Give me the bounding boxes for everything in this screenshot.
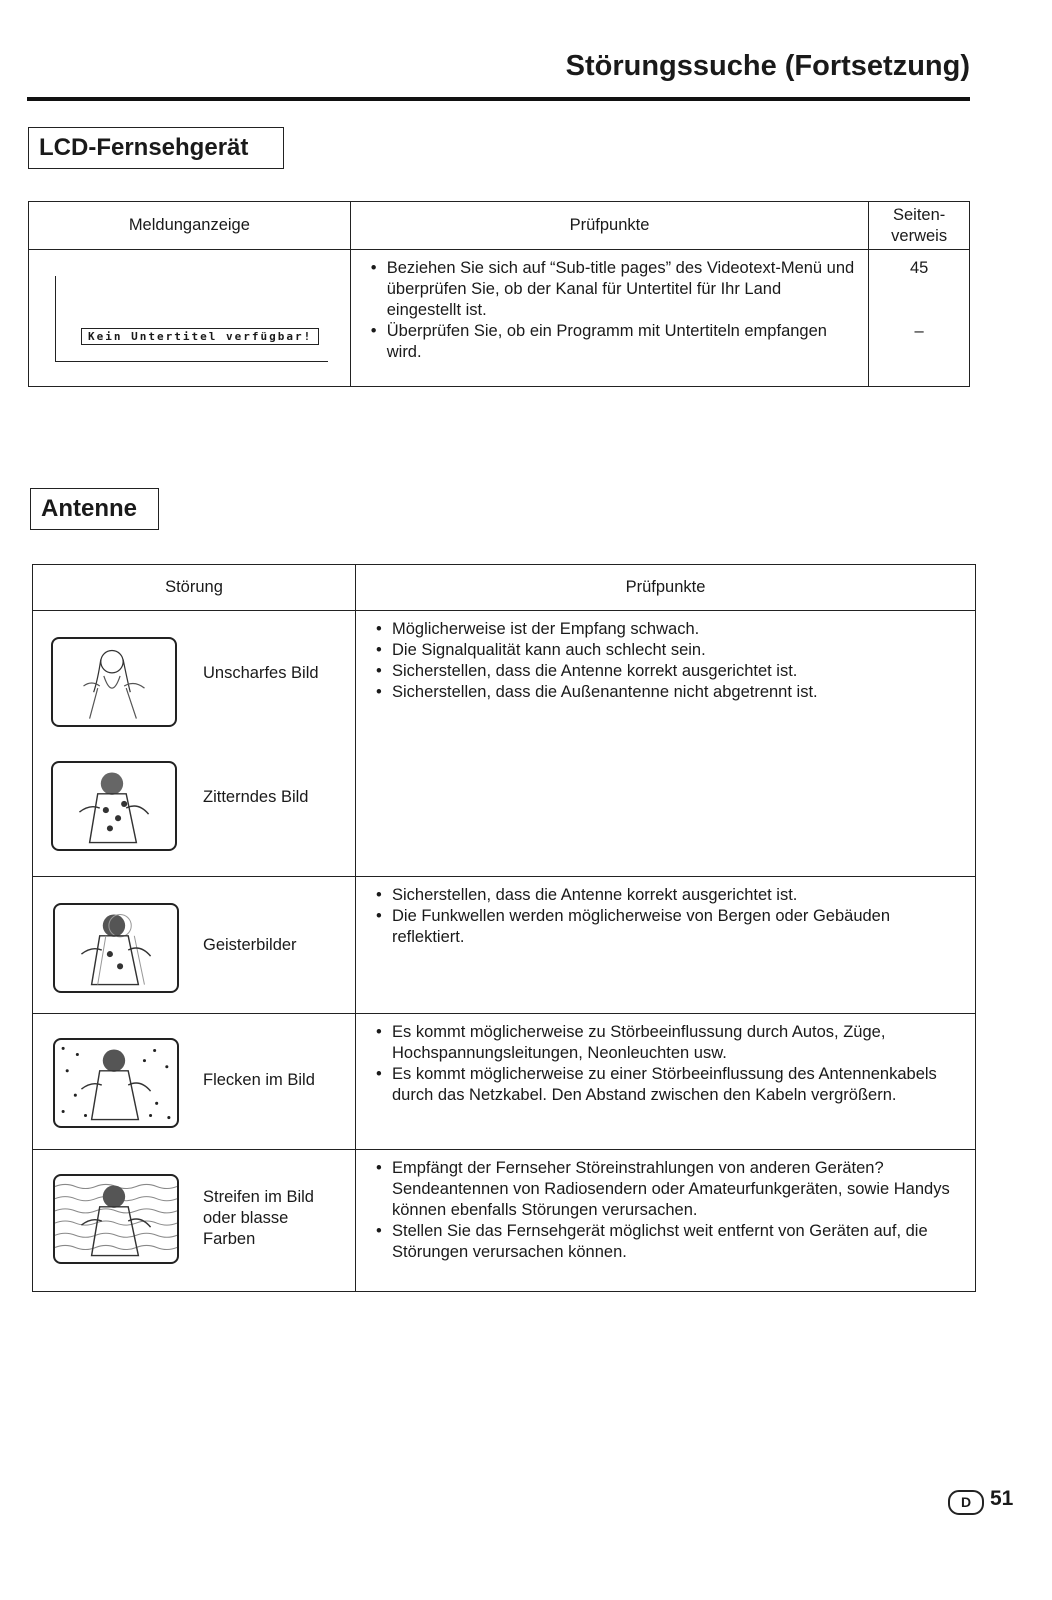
table-row xyxy=(33,1150,976,1292)
fault-label: Unscharfes Bild xyxy=(203,664,319,682)
check-item: • Stellen Sie das Fernsehgerät möglichst weit entfernt von Geräten auf, die Störungen verursachen können. xyxy=(392,1221,965,1263)
lcd-col-page-line1: Seiten- xyxy=(892,205,946,224)
language-badge xyxy=(948,1490,984,1515)
lcd-message-cell xyxy=(29,250,351,387)
lcd-col-page xyxy=(869,202,970,250)
lcd-col-message: Meldunganzeige xyxy=(29,202,351,250)
check-item: • Es kommt möglicherweise zu Störbeeinflussung durch Autos, Züge, Hochspannungsleitungen, Neonleuchten usw. xyxy=(392,1022,965,1064)
tv-spots-icon xyxy=(53,1038,179,1128)
lcd-section-heading: LCD-Fernsehgerät xyxy=(28,127,284,169)
checks-cell xyxy=(356,877,976,1014)
tv-blurry-picture-icon xyxy=(51,637,177,727)
checks-cell xyxy=(356,1014,976,1150)
check-item: • Es kommt möglicherweise zu einer Störbeeinflussung des Antennenkabels durch das Netzkabel. Den Abstand zwischen den Kabeln vergrößern. xyxy=(392,1064,965,1106)
fault-label: Zitterndes Bild xyxy=(203,788,309,806)
lcd-check-item: • Beziehen Sie sich auf “Sub-title pages” des Videotext-Menü und überprüfen Sie, ob der Kanal für Untertitel für Ihr Land eingestellt ist. xyxy=(387,258,859,321)
fault-label: Streifen im Bild oder blasse Farben xyxy=(203,1188,314,1248)
lcd-col-checks: Prüfpunkte xyxy=(350,202,869,250)
antenna-table xyxy=(32,564,976,1292)
lcd-pages-cell xyxy=(869,250,970,387)
page-number: 51 xyxy=(990,1487,1014,1510)
fault-cell xyxy=(33,1150,356,1292)
tv-stripes-icon xyxy=(53,1174,179,1264)
check-item: • Die Signalqualität kann auch schlecht sein. xyxy=(392,640,965,661)
checks-cell xyxy=(356,611,976,877)
page-ref: 45 xyxy=(909,259,929,277)
lcd-checks-cell xyxy=(350,250,869,387)
check-item: • Möglicherweise ist der Empfang schwach. xyxy=(392,619,965,640)
language-badge-letter: D xyxy=(960,1494,972,1510)
lcd-table xyxy=(28,201,970,387)
fault-label: Geisterbilder xyxy=(203,936,297,954)
title-rule xyxy=(27,97,970,101)
antenna-col-checks: Prüfpunkte xyxy=(356,565,976,611)
fault-cell xyxy=(33,1014,356,1150)
screen-frame xyxy=(55,276,328,362)
check-item: • Empfängt der Fernseher Störeinstrahlungen von anderen Geräten? Sendeantennen von Radiosendern oder Amateurfunkgeräten, sowie Handys können ebenfalls Störungen verursachen. xyxy=(392,1158,965,1221)
osd-message: Kein Untertitel verfügbar! xyxy=(81,328,319,345)
checks-cell xyxy=(356,1150,976,1292)
check-item: • Die Funkwellen werden möglicherweise von Bergen oder Gebäuden reflektiert. xyxy=(392,906,965,948)
check-item: • Sicherstellen, dass die Außenantenne nicht abgetrennt ist. xyxy=(392,682,965,703)
table-row xyxy=(33,1014,976,1150)
check-item: • Sicherstellen, dass die Antenne korrekt ausgerichtet ist. xyxy=(392,885,965,906)
tv-ghost-image-icon xyxy=(53,903,179,993)
fault-label: Flecken im Bild xyxy=(203,1071,315,1089)
fault-cell xyxy=(33,877,356,1014)
fault-cell xyxy=(33,611,356,877)
table-row xyxy=(33,611,976,877)
antenna-col-fault: Störung xyxy=(33,565,356,611)
tv-jittering-picture-icon xyxy=(51,761,177,851)
lcd-check-item: • Überprüfen Sie, ob ein Programm mit Untertiteln empfangen wird. xyxy=(387,321,859,363)
antenna-section-heading: Antenne xyxy=(30,488,159,530)
table-row xyxy=(33,877,976,1014)
check-item: • Sicherstellen, dass die Antenne korrekt ausgerichtet ist. xyxy=(392,661,965,682)
page-ref: – xyxy=(914,322,924,340)
lcd-col-page-line2: verweis xyxy=(891,226,948,245)
page-title: Störungssuche (Fortsetzung) xyxy=(565,50,970,82)
